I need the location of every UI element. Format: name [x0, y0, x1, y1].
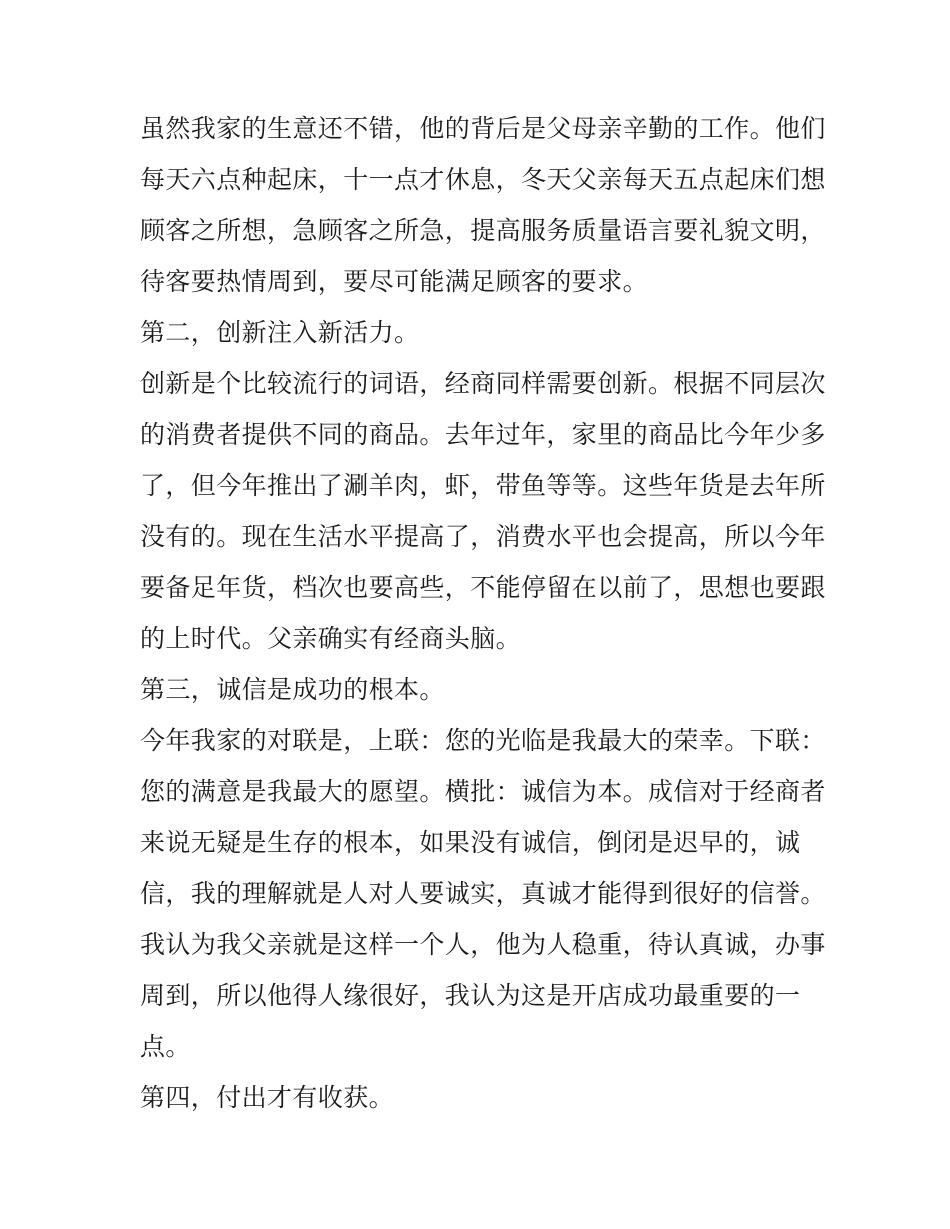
text-line: 待客要热情周到，要尽可能满足顾客的要求。 [140, 267, 649, 296]
text-line: 虽然我家的生意还不错，他的背后是父母亲辛勤的工作。他们 [140, 114, 826, 143]
text-line: 创新是个比较流行的词语，经商同样需要创新。根据不同层次 [140, 369, 826, 398]
text-line: 没有的。现在生活水平提高了，消费水平也会提高，所以今年 [140, 522, 826, 551]
text-line: 您的满意是我最大的愿望。横批：诚信为本。成信对于经商者 [140, 777, 826, 806]
text-line: 今年我家的对联是，上联：您的光临是我最大的荣幸。下联： [140, 726, 826, 755]
document-page [140, 103, 826, 1123]
text-line: 了，但今年推出了涮羊肉，虾，带鱼等等。这些年货是去年所 [140, 471, 826, 500]
text-line: 每天六点种起床，十一点才休息，冬天父亲每天五点起床们想 [140, 165, 826, 194]
text-line: 顾客之所想，急顾客之所急，提高服务质量语言要礼貌文明， [140, 216, 826, 245]
section-heading: 第四，付出才有收获。 [140, 1083, 395, 1112]
text-line: 来说无疑是生存的根本，如果没有诚信，倒闭是迟早的，诚 [140, 828, 801, 857]
text-line: 的上时代。父亲确实有经商头脑。 [140, 624, 522, 653]
text-line: 信，我的理解就是人对人要诚实，真诚才能得到很好的信誉。 [140, 879, 826, 908]
text-line: 点。 [140, 1032, 191, 1061]
text-line: 我认为我父亲就是这样一个人，他为人稳重，待认真诚，办事 [140, 930, 826, 959]
section-heading: 第三，诚信是成功的根本。 [140, 675, 445, 704]
section-heading: 第二，创新注入新活力。 [140, 318, 420, 347]
text-line: 周到，所以他得人缘很好，我认为这是开店成功最重要的一 [140, 981, 801, 1010]
text-line: 要备足年货，档次也要高些，不能停留在以前了，思想也要跟 [140, 573, 826, 602]
text-line: 的消费者提供不同的商品。去年过年，家里的商品比今年少多 [140, 420, 826, 449]
